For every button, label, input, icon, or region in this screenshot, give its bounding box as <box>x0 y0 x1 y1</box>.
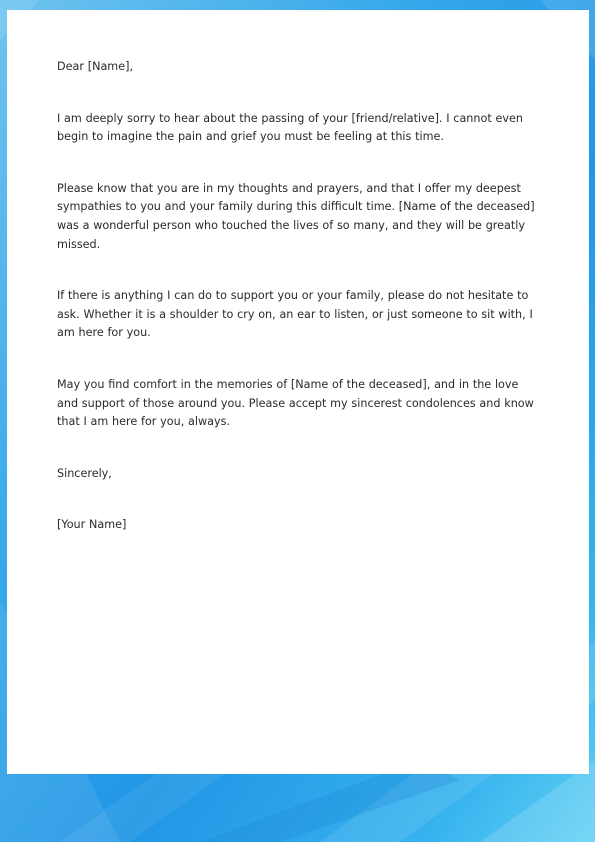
paragraph-comfort: May you find comfort in the memories of [Name of the deceased], and in the love and support of those around you. Please accept my sincerest condolences and know that I am here for you, always. <box>57 377 534 429</box>
paragraph-support: If there is anything I can do to support you or your family, please do not hesitate to ask. Whether it is a shoulder to cry on, an ear to listen, or just someone to sit with, I am here for you. <box>57 289 533 340</box>
letter-body <box>57 58 537 535</box>
greeting: Dear [Name], <box>57 60 133 73</box>
signature: [Your Name] <box>57 518 127 532</box>
paragraph-sympathies: Please know that you are in my thoughts and prayers, and that I offer my deepest sympathies to you and your family during this difficult time. [Name of the deceased] was a wonderful person who touched the lives of so many, and they will be greatly missed. <box>57 181 535 251</box>
paragraph-condolence: I am deeply sorry to hear about the passing of your [friend/relative]. I cannot even begin to imagine the pain and grief you must be feeling at this time. <box>57 111 523 144</box>
letter-page <box>7 10 589 774</box>
closing: Sincerely, <box>57 466 112 480</box>
